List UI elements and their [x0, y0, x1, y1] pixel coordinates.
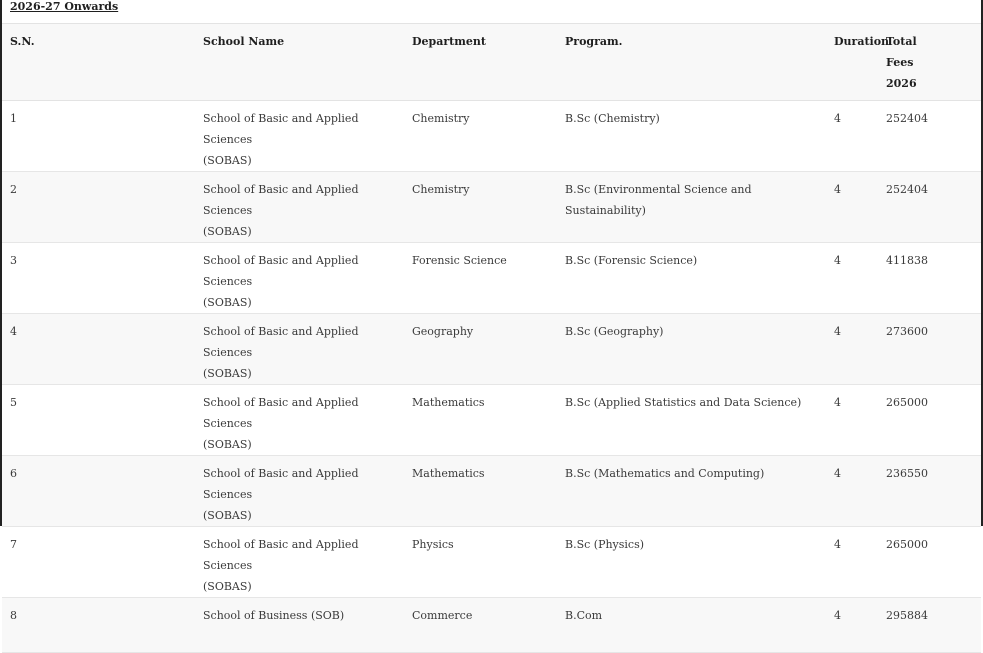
- header-program: Program.: [557, 24, 826, 101]
- cell-school-name: [195, 456, 404, 527]
- table-row: [2, 598, 981, 653]
- cell-duration: 4: [834, 183, 841, 196]
- cell-sn: 1: [10, 112, 17, 125]
- header-total-fees: [878, 24, 981, 101]
- cell-total-fees: 252404: [886, 112, 928, 125]
- table-row: [2, 243, 981, 314]
- cell-department: Physics: [412, 538, 454, 551]
- cell-total-fees: 265000: [886, 538, 928, 551]
- table-row: [2, 172, 981, 243]
- cell-department: Mathematics: [412, 396, 485, 409]
- cell-program: B.Sc (Applied Statistics and Data Science): [565, 396, 802, 409]
- cell-school-name-line1: School of Basic and Applied Sciences: [203, 325, 359, 359]
- cell-department: Forensic Science: [412, 254, 507, 267]
- cell-program: B.Com: [565, 609, 603, 622]
- cell-duration: 4: [834, 112, 841, 125]
- cell-duration: 4: [834, 609, 841, 622]
- cell-school-name-line2: (SOBAS): [203, 438, 252, 451]
- table-row: [2, 101, 981, 172]
- cell-school-name-line1: School of Basic and Applied Sciences: [203, 254, 359, 288]
- cell-school-name: [195, 598, 404, 653]
- cell-department: Chemistry: [412, 183, 470, 196]
- cell-department: Commerce: [412, 609, 473, 622]
- cell-school-name-line1: School of Basic and Applied Sciences: [203, 538, 359, 572]
- cell-school-name: [195, 385, 404, 456]
- header-duration: Duration: [826, 24, 878, 101]
- table-row: [2, 456, 981, 527]
- cell-program: B.Sc (Forensic Science): [565, 254, 698, 267]
- cell-duration: 4: [834, 467, 841, 480]
- cell-duration: 4: [834, 396, 841, 409]
- cell-school-name-line1: School of Basic and Applied Sciences: [203, 396, 359, 430]
- cell-school-name-line2: (SOBAS): [203, 296, 252, 309]
- cell-department: Mathematics: [412, 467, 485, 480]
- cell-school-name-line2: (SOBAS): [203, 154, 252, 167]
- cell-duration: 4: [834, 538, 841, 551]
- cell-school-name: [195, 243, 404, 314]
- header-school-name: School Name: [195, 24, 404, 101]
- header-total-fees-line2: Fees: [886, 56, 914, 69]
- cell-school-name: [195, 314, 404, 385]
- cell-school-name-line1: School of Business (SOB): [203, 609, 345, 622]
- cell-school-name: [195, 101, 404, 172]
- cell-sn: 6: [10, 467, 17, 480]
- cell-sn: 5: [10, 396, 17, 409]
- cell-sn: 7: [10, 538, 17, 551]
- cell-school-name-line2: (SOBAS): [203, 580, 252, 593]
- cell-school-name: [195, 172, 404, 243]
- cell-school-name-line2: (SOBAS): [203, 225, 252, 238]
- fees-table: [2, 23, 981, 653]
- table-row: [2, 314, 981, 385]
- cell-school-name-line2: (SOBAS): [203, 509, 252, 522]
- table-header-row: [2, 24, 981, 101]
- header-sn: S.N.: [2, 24, 195, 101]
- cell-program: B.Sc (Physics): [565, 538, 645, 551]
- header-department: Department: [404, 24, 557, 101]
- cell-total-fees: 265000: [886, 396, 928, 409]
- cell-school-name-line2: (SOBAS): [203, 367, 252, 380]
- cell-program: B.Sc (Mathematics and Computing): [565, 467, 765, 480]
- cell-duration: 4: [834, 325, 841, 338]
- cell-school-name-line1: School of Basic and Applied Sciences: [203, 183, 359, 217]
- cell-total-fees: 411838: [886, 254, 928, 267]
- table-row: [2, 527, 981, 598]
- cell-program: B.Sc (Chemistry): [565, 112, 660, 125]
- cell-sn: 4: [10, 325, 17, 338]
- cell-total-fees: 273600: [886, 325, 928, 338]
- cell-school-name: [195, 527, 404, 598]
- cell-school-name-line1: School of Basic and Applied Sciences: [203, 467, 359, 501]
- table-row: [2, 385, 981, 456]
- header-total-fees-line1: Total: [886, 35, 917, 48]
- cell-program: B.Sc (Environmental Science and Sustainability): [565, 183, 752, 217]
- cell-total-fees: 252404: [886, 183, 928, 196]
- cell-total-fees: 295884: [886, 609, 928, 622]
- header-total-fees-line3: 2026: [886, 77, 917, 90]
- table-body: [2, 101, 981, 653]
- cell-program: B.Sc (Geography): [565, 325, 664, 338]
- cell-sn: 2: [10, 183, 17, 196]
- cell-sn: 3: [10, 254, 17, 267]
- section-heading: 2026-27 Onwards: [10, 0, 119, 13]
- cell-school-name-line1: School of Basic and Applied Sciences: [203, 112, 359, 146]
- cell-total-fees: 236550: [886, 467, 928, 480]
- cell-department: Chemistry: [412, 112, 470, 125]
- cell-department: Geography: [412, 325, 474, 338]
- cell-duration: 4: [834, 254, 841, 267]
- cell-sn: 8: [10, 609, 17, 622]
